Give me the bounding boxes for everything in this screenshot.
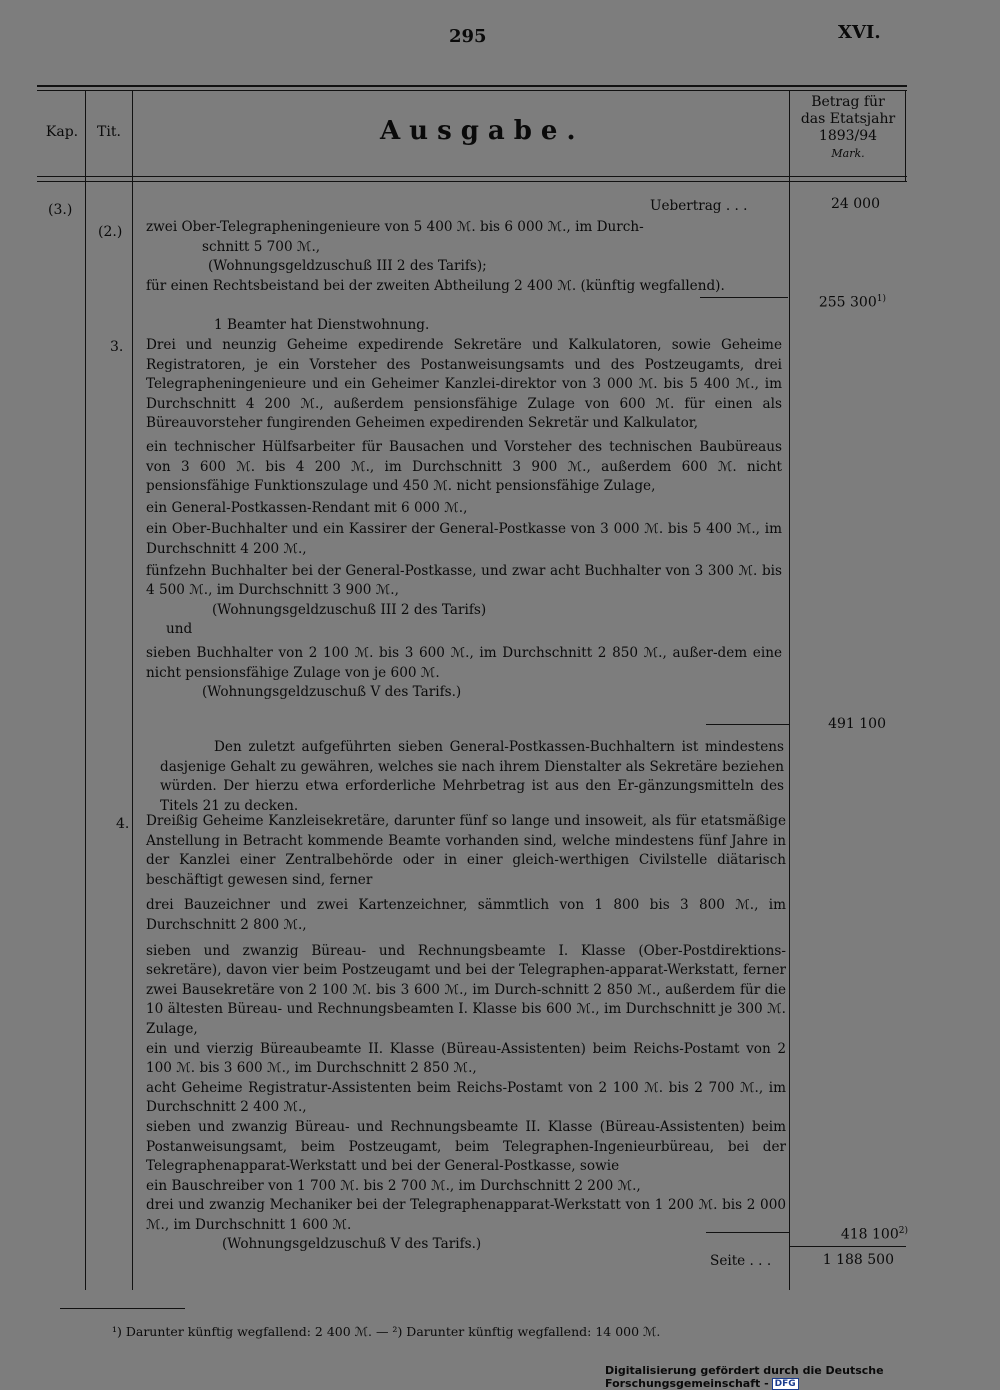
digitization-credit: [605, 1364, 1000, 1390]
text-amount-divider: [789, 90, 790, 1290]
t3-para9: (Wohnungsgeldzuschuß V des Tarifs.): [202, 684, 462, 701]
tit-marker-4: 4.: [116, 816, 130, 832]
t3-para5: fünfzehn Buchhalter bei der General-Postkasse, und zwar acht Buchhalter von 3 300 ℳ. bis 4 500 ℳ., im Durchschnitt 3 900 ℳ.,: [146, 562, 782, 599]
t4-para8: drei und zwanzig Mechaniker bei der Telegraphenapparat-Werkstatt von 1 200 ℳ. bis 2 000 ℳ., im Durchschnitt 1 600 ℳ.: [146, 1197, 786, 1233]
title2-amount-value: 255 300: [818, 294, 877, 311]
subtotal-rule: [790, 1246, 906, 1247]
title4-amount: [808, 1226, 908, 1243]
t4-para9: (Wohnungsgeldzuschuß V des Tarifs.): [222, 1236, 482, 1253]
credit-text: Digitalisierung gefördert durch die Deutsche Forschungsgemeinschaft -: [605, 1364, 884, 1390]
t3-para8: sieben Buchhalter von 2 100 ℳ. bis 3 600 ℳ., im Durchschnitt 2 850 ℳ., außer-dem eine nicht pensionsfähige Zulage von je 600 ℳ.: [146, 644, 782, 681]
t3-para7: und: [166, 621, 193, 638]
kap-marker: (3.): [48, 202, 73, 218]
top-rule-thin: [37, 90, 907, 91]
seite-label: Seite . . .: [710, 1253, 772, 1269]
t4-para3: sieben und zwanzig Büreau- und Rechnungsbeamte I. Klasse (Ober-Postdirektions-sekretäre), davon vier beim Postzeugamt und bei der Telegraphen-apparat-Werkstatt, ferner zwei Bausekretäre von 2 100 ℳ. bis 3 600 ℳ., im Durch-schnitt 2 850 ℳ., außerdem für die 10 ältesten Büreau- und Rechnungsbeamten I. Klasse bis 600 ℳ., im Durchschnitt je 300 ℳ. Zulage,: [146, 942, 786, 1037]
title4-block: [146, 812, 786, 1255]
t2-line3: (Wohnungsgeldzuschuß III 2 des Tarifs);: [208, 258, 487, 275]
section-number: XVI.: [838, 22, 881, 43]
title4-rule: [706, 1232, 790, 1233]
footnote-rule: [60, 1308, 185, 1309]
seite-amount: 1 188 500: [822, 1252, 894, 1268]
t3-para3: ein General-Postkassen-Rendant mit 6 000 ℳ.,: [146, 499, 468, 516]
kap-tit-divider: [85, 90, 86, 1290]
tit-text-divider: [132, 90, 133, 1290]
t4-para5: acht Geheime Registratur-Assistenten beim Reichs-Postamt von 2 100 ℳ. bis 2 700 ℳ., im Durchschnitt 2 400 ℳ.,: [146, 1079, 786, 1116]
header-bottom-rule: [37, 176, 907, 177]
title3-remark: [160, 738, 784, 816]
t3-para1: Drei und neunzig Geheime expedirende Sekretäre und Kalkulatoren, sowie Geheime Registratoren, je ein Vorsteher des Postanweisungsamts und des Postzeugamts, drei Telegrapheningenieure und ein Geheimer Kanzlei-direktor von 3 000 ℳ. bis 5 400 ℳ., im Durchschnitt 4 200 ℳ., außerdem pensionsfähige Zulage von 600 ℳ. für einen als Büreauvorsteher fungirenden Geheimen expedirenden Sekretär und Kalkulator,: [146, 337, 782, 432]
amount-header-line1: Betrag für: [811, 94, 885, 110]
amount-header: [792, 94, 904, 162]
tit-marker-2: (2.): [98, 224, 123, 240]
amount-right-edge: [905, 90, 906, 182]
t3-remark-text: Den zuletzt aufgeführten sieben General-Postkassen-Buchhaltern ist mindestens dasjenige Gehalt zu gewähren, welches sie nach ihrem Dienstalter als Sekretäre beziehen würden. Der hierzu etwa erforderliche Mehrbetrag ist aus den Er-gänzungsmitteln des Titels 21 zu decken.: [160, 739, 784, 814]
dfg-logo: DFG: [772, 1378, 799, 1390]
tit-marker-3: 3.: [110, 339, 124, 355]
t4-para6: sieben und zwanzig Büreau- und Rechnungsbeamte II. Klasse (Büreau-Assistenten) beim Postanweisungsamt, beim Postzeugamt, beim Telegraphen-Ingenieurbüreau, bei der Telegraphenapparat-Werkstatt und bei der General-Postkasse, sowie: [146, 1118, 786, 1175]
header-bottom-rule-2: [37, 181, 907, 182]
t4-para7: ein Bauschreiber von 1 700 ℳ. bis 2 700 ℳ., im Durchschnitt 2 200 ℳ.,: [146, 1177, 641, 1194]
title4-amount-value: 418 100: [840, 1226, 899, 1243]
title2-amount: [786, 294, 886, 311]
t4-para1: Dreißig Geheime Kanzleisekretäre, darunter fünf so lange und insoweit, als für etatsmäßige Anstellung in Betracht kommende Beamte vorhanden sind, welche mindestens fünf Jahre in der Kanzlei einer Zentralbehörde oder in einer gleich-werthigen Civilstelle diätarisch beschäftigt gewesen sind, ferner: [146, 813, 786, 888]
uebertrag-amount: 24 000: [831, 196, 880, 212]
t2-line1: zwei Ober-Telegrapheningenieure von 5 400 ℳ. bis 6 000 ℳ., im Durch-: [146, 219, 644, 235]
title3-block: [146, 336, 782, 703]
uebertrag-label: Uebertrag . . .: [650, 198, 748, 214]
t4-para4: ein und vierzig Büreaubeamte II. Klasse (Büreau-Assistenten) beim Reichs-Postamt von 2 100 ℳ. bis 3 600 ℳ., im Durchschnitt 2 850 ℳ.,: [146, 1040, 786, 1077]
title4-amount-note: 2): [898, 1226, 908, 1236]
title2-amount-note: 1): [876, 294, 886, 304]
t3-para6: (Wohnungsgeldzuschuß III 2 des Tarifs): [212, 601, 487, 618]
title3-amount: 491 100: [828, 716, 886, 732]
amount-header-line3: 1893/94: [818, 128, 878, 144]
t2-line4: für einen Rechtsbeistand bei der zweiten Abtheilung 2 400 ℳ. (künftig wegfallend).: [146, 277, 725, 294]
t3-para4: ein Ober-Buchhalter und ein Kassirer der General-Postkasse von 3 000 ℳ. bis 5 400 ℳ., im Durchschnitt 4 200 ℳ.,: [146, 521, 782, 557]
page-number: 295: [449, 26, 487, 47]
t2-line2: schnitt 5 700 ℳ.,: [202, 238, 321, 255]
footnote: ¹) Darunter künftig wegfallend: 2 400 ℳ. — ²) Darunter künftig wegfallend: 14 000 ℳ.: [112, 1324, 661, 1339]
t3-para2: ein technischer Hülfsarbeiter für Bausachen und Vorsteher des technischen Baubüreaus von 3 600 ℳ. bis 4 200 ℳ., im Durchschnitt 3 900 ℳ., außerdem 600 ℳ. nicht pensionsfähige Funktionszulage und 450 ℳ. nicht pensionsfähige Zulage,: [146, 438, 782, 495]
title2-block: [146, 218, 776, 296]
kap-header: Kap.: [45, 124, 79, 140]
title3-rule: [706, 724, 790, 725]
amount-unit: Mark.: [831, 147, 865, 160]
t2-service-note: 1 Beamter hat Dienstwohnung.: [214, 317, 430, 333]
amount-header-line2: das Etatsjahr: [800, 111, 896, 127]
table-title: Ausgabe.: [380, 116, 585, 146]
top-rule: [37, 85, 907, 87]
title2-rule: [700, 297, 788, 298]
t4-para2: drei Bauzeichner und zwei Kartenzeichner, sämmtlich von 1 800 bis 3 800 ℳ., im Durchschnitt 2 800 ℳ.,: [146, 897, 786, 933]
tit-header: Tit.: [97, 124, 121, 140]
